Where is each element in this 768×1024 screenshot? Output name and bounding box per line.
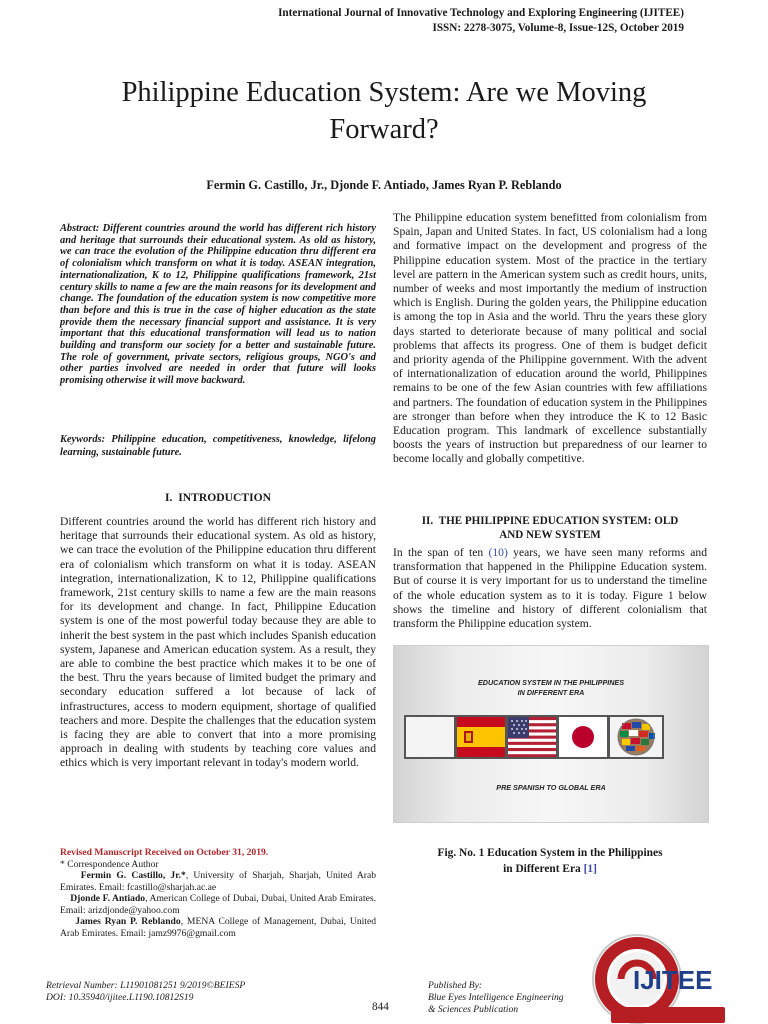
blank-flag — [406, 717, 454, 757]
footnotes — [60, 847, 376, 939]
journal-header — [44, 6, 684, 36]
revised-note: Revised Manuscript Received on October 31, 2019. — [60, 847, 269, 858]
author-affiliation-1: Fermin G. Castillo, Jr.*, University of Sharjah, Sharjah, United Arab Emirates. Email: fcastillo@sharjah.ac.ae — [60, 870, 377, 893]
flag-strip — [404, 715, 664, 759]
retrieval-number: Retrieval Number: L11901081251 9/2019©BEIESP — [46, 980, 246, 991]
abstract: Abstract: Different countries around the world has different rich history and heritage that surrounds their educational system. As old as history, we can trace the evolution of the Philippine education thru different era of colonialism which transform on what it is today. ASEAN integration, internationalization, K to 12, Philippine qualifications framework, 21st century skills to name a few are the main reasons for its development and change. The foundation of the education system is now competitive more than before and this is true in the case of higher education as the state provide them the necessary financial support and assistance. It is very important that this educational transformation will lead us to nation building and transform our society for a better and sustainable future. The role of government, private sectors, religious groups, NGO's and other parties involved are needed in order that future will looks promising otherwise it will move backward. — [60, 223, 376, 387]
journal-name: International Journal of Innovative Technology and Exploring Engineering (IJITEE) — [278, 7, 684, 19]
page-number: 844 — [372, 1001, 389, 1013]
spain-flag — [457, 717, 505, 757]
author-affiliation-2: Djonde F. Antiado, American College of Dubai, Dubai, United Arab Emirates. Email: arizdjonde@yahoo.com — [60, 893, 376, 916]
japan-flag — [559, 717, 607, 757]
section-heading-education-system — [393, 514, 707, 542]
figure-title: EDUCATION SYSTEM IN THE PHILIPPINES IN DIFFERENT ERA — [477, 678, 625, 697]
right-column-intro: The Philippine education system benefitted from colonialism from Spain, Japan and United States. In fact, US colonialism had a long and formative impact on the development and progress of the Philippine education system. Most of the practice in the tertiary level are pattern in the American system such as credit hours, units, number of weeks and most importantly the medium of instruction which is English. During the golden years, the Philippine education is among the top in Asia and the world. Thru the years these glory days started to deteriorate because of many political and social problems that affects its progress. One of them is budget deficit and priority agenda of the Philippine government. With the advent of internationalization of education around the world, Philippines remains to be one of the few Asian countries with few affiliations and partners. The foundation of education system in the Philippines are stronger than before when they introduce the K to 12 Basic Education program. This landmark of excellence substantially boosts the years of instruction but preparedness of our learner to become locally and globally competitive. — [393, 211, 707, 466]
section2-heading-line-2: AND NEW SYSTEM — [499, 529, 601, 541]
author-affiliation-3: James Ryan P. Reblando, MENA College of Management, Dubai, United Arab Emirates. Email: jamz9976@gmail.com — [60, 916, 377, 939]
section2-body: In the span of ten (10) years, we have seen many reforms and transformation that happened in the Philippine Education system. But of course it is very important for us to understand the timeline of the whole education system as to it is today. Figure 1 below shows the timeline and history of different colonialism that transform the Philippine education system. — [393, 546, 707, 631]
title-line-1: Philippine Education System: Are we Moving — [121, 77, 647, 108]
author-list: Fermin G. Castillo, Jr., Djonde F. Antiado, James Ryan P. Reblando — [206, 178, 562, 192]
usa-flag — [508, 717, 556, 757]
section2-heading-line-1: II. THE PHILIPPINE EDUCATION SYSTEM: OLD — [421, 515, 679, 527]
journal-issn: ISSN: 2278-3075, Volume-8, Issue-12S, October 2019 — [432, 22, 684, 34]
logo-text: IJITEE — [633, 965, 713, 995]
figure-caption: Fig. No. 1 Education System in the Philippines in Different Era [1] — [437, 847, 663, 875]
section-heading-introduction: I. INTRODUCTION — [165, 491, 271, 504]
correspondence-note: * Correspondence Author — [60, 858, 159, 870]
introduction-body: Different countries around the world has different rich history and heritage that surrounds their educational system. As old as history, we can trace the evolution of the Philippine education thru different era of colonialism which transform on what it is today. ASEAN integration, internationalization, K to 12, Philippine qualifications framework, 21st century skills to name a few are the main reasons for its development and change. In fact, Philippine Education system is one of the most powerful today because they are able to inherit the best system in the past which includes Spanish education system, Japanese and American education system. As a result, they are able to combine the best practice which makes it to be one of the best. Thru the years because of limited budget the primary and secondary education suffered a lot because of lack of infrastructures, access to modern equipment, shortage of qualified teachers and more. Despite the challenges that the education system is facing they are able to convert that into a more promising approach in dealing with students by teaching core values and ethics which is very important relevant in today's modern world. — [60, 515, 376, 770]
paper-title — [60, 74, 708, 148]
publisher-info: Published By: Blue Eyes Intelligence Engineering & Sciences Publication — [428, 980, 564, 1015]
ijitee-logo — [585, 913, 735, 1024]
footer-retrieval — [46, 980, 245, 1004]
doi: DOI: 10.35940/ijitee.L1190.10812S19 — [46, 991, 194, 1003]
figure-subtitle: PRE SPANISH TO GLOBAL ERA — [496, 783, 606, 792]
keywords: Keywords: Philippine education, competitiveness, knowledge, lifelong learning, sustainable future. — [60, 434, 376, 458]
world-flags — [610, 717, 662, 757]
figure-education-timeline — [393, 645, 709, 823]
title-line-2: Forward? — [329, 114, 439, 145]
